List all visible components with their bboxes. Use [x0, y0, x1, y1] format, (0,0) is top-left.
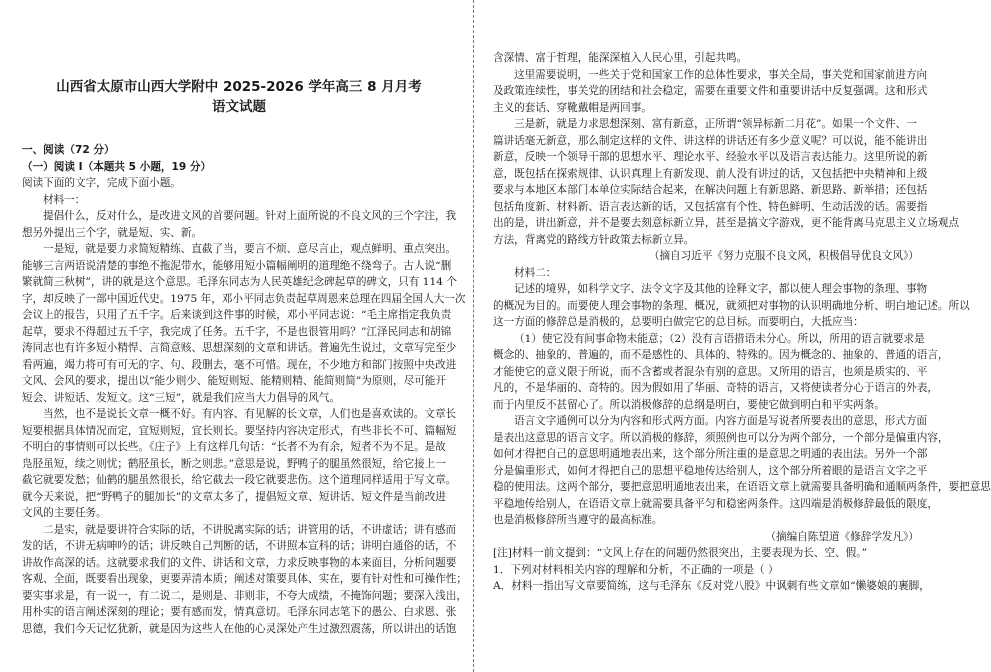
footnote: [注]材料一前文提到：“文风上存在的问题仍然很突出，主要表现为长、空、假。”	[493, 547, 867, 559]
column-divider	[473, 0, 474, 672]
text-line: 三是新，就是力求思想深刻、富有新意，正所谓“领异标新二月花”。如果一个文件、一	[514, 118, 917, 130]
material-label: 材料二：	[514, 266, 557, 279]
text-line: 是表出这意思的语言文字。所以消极的修辞，须照例也可以分为两个部分，一个部分是偏重内容，	[493, 431, 949, 444]
text-line: 平稳地传给别人，在语语文章上就需要具备平匀和稳密两条件。这四端是消极修辞最低的限度，	[493, 497, 938, 510]
text-line: 记述的境界，如科学文字、法令文字及其他的诠释文字，都以使人理会事物的条理、事物	[514, 283, 928, 295]
answer-option: A．材料一指出写文章要简练，这与毛泽东《反对党八股》中讽刺有些文章如“懒婆娘的裹脚，	[493, 580, 930, 592]
text-line: 而于内里反不甚留心了。所以消极修辞的总纲是明白，要使它做到明白和平实两条。	[493, 398, 885, 411]
instruction: 阅读下面的文字，完成下面小题。	[22, 177, 181, 189]
text-line: 不明白的事情则可以长些。《庄子》上有这样几句话：“长者不为有余，短者不为不足。是故	[22, 441, 446, 453]
text-line: 讲故作高深的话。这就要求我们的文件、讲话和文章，力求反映事物的本来面目，分析问题要	[22, 556, 457, 569]
text-line: 出的是，讲出新意，并不是要去刻意标新立异，甚至是搞文字游戏，更不能背离马克思主义立场观点	[493, 217, 960, 229]
text-line: 一是短，就是要力求简短精练、直截了当，要言不烦、意尽言止，观点鲜明、重点突出。	[43, 243, 457, 255]
text-line: 提倡什么，反对什么，是改进文风的首要问题。针对上面所说的不良文风的三个字注，我	[43, 210, 457, 222]
text-line: 文风的主要任务。	[22, 507, 107, 519]
text-line: （1）使它没有间事命物未能意；（2）没有言语措语未分心。所以，所用的语言就要求是	[514, 332, 925, 345]
text-line: 要实事求是，有一说一，有二说二，是则是、非则非，不夸大成绩，不掩饰问题；要深入浅出，	[22, 589, 467, 602]
text-line: 新意，反映一个领导干部的思想水平、理论水平、经验水平以及语言表达能力。这里所说的新	[493, 151, 928, 163]
material-one-continued	[493, 50, 960, 248]
source-citation: （摘自习近平《努力克服不良文风，积极倡导优良文风》）	[648, 250, 919, 262]
text-line: 语言文字通例可以分为内容和形式两方面。内容方面是写说者所要表出的意思，形式方面	[514, 415, 928, 427]
text-line: 这里需要说明，一些关于党和国家工作的总体性要求，事关全局，事关党和国家前进方向	[514, 68, 928, 81]
text-line: 篇讲话毫无新意，那么制定这样的文件、讲这样的讲话还有多少意义呢？可以说，能不能讲出	[493, 134, 928, 147]
text-line: 才能使它的意义限于所说，而不含蓄或者混杂有别的意思。又所用的语言，也须是质实的、平	[493, 365, 928, 378]
text-line: 凫胫虽短，续之则忧；鹤胫虽长，断之则悲。”意思是说，野鸭子的腿虽然很短，给它接上一	[22, 457, 446, 470]
text-line: 二是实，就是要讲符合实际的话，不讲脱离实际的话；讲管用的话，不讲虚话；讲有感而	[43, 523, 457, 536]
text-line: 意，既包括在探索规律、认识真理上有新发现、前人没有讲过的话，又包括把中央精神和上级	[493, 167, 928, 180]
text-line: 分是偏重形式，如何才得把自己的思想平稳地传达给别人，这个部分所着眼的是语言文字之平	[493, 464, 928, 477]
text-line: 用朴实的语言阐述深刻的理论；要有感而发，情真意切。毛泽东同志笔下的愚公、白求恩、张	[22, 606, 457, 618]
text-line: 要求与本地区本部门本单位实际结合起来，在解决问题上有新思路、新思路、新举措；还包括	[493, 184, 928, 196]
right-column	[493, 0, 991, 595]
material-one-text	[22, 208, 467, 637]
text-line: 看两遍，竭力将可有可无的字、句、段删去，毫不可惜。现在，不少地方和部门按照中央改进	[22, 358, 457, 371]
text-line: 字，却反映了一部中国近代史。1975 年，邓小平同志负责起草周恩来总理在四届全国人大一次	[22, 292, 466, 305]
text-line: 短要根据具体情况而定，宜短则短，宜长则长。要坚持内容决定形式，有些非长不可、篇幅短	[22, 424, 457, 437]
text-line: 客观、全面，既要看出现象，更要弄清本质；阐述对策要具体、实在，要有针对性和可操作性；	[22, 573, 467, 585]
text-line: 发的话，不讲无病呻吟的话；讲反映自己判断的话，不讲照本宣科的话；讲明白通俗的话，不	[22, 540, 457, 552]
text-line: 及政策连续性，事关党的团结和社会稳定，需要在重要文件和重要讲话中反复强调。这和形式	[493, 85, 928, 97]
text-line: 主义的套话、穿靴戴帽是两回事。	[493, 101, 652, 114]
exam-title: 山西省太原市山西大学附中 2025-2026 学年高三 8 月月考	[56, 79, 422, 95]
text-line: 包括角度新、材料新、语言表达新的话，又包括富有个性、特色鲜明、生动活泼的话。需要指	[493, 200, 928, 213]
text-line: 截它就要发愁；仙鹤的腿虽然很长，给它截去一段它就要悲伤。这个道理同样适用于写文章。	[22, 474, 457, 486]
text-line: 思德，我们今天记忆犹新，就是因为这些人在他的心灵深处产生过激烈震荡，所以讲出的话饱	[22, 622, 457, 635]
text-line: 含深情、富于哲理，能深深植入人民心里，引起共鸣。	[493, 52, 748, 64]
text-line: 想另外提出三个字，就是短、实、新。	[22, 226, 203, 239]
text-line: 凡的，不是华丽的、奇特的。因为假如用了华丽、奇特的语言，又将使读者分心于语言的外表，	[493, 382, 938, 394]
text-line: 的概况为目的。而要使人理会事物的条理、概况，就须把对事物的认识明确地分析、明白地记述。所以	[493, 299, 970, 312]
text-line: 稳的使用法。这两个部分，要把意思明通地表出来，在语语文章上就需要具备明确和通顺两条件，要把意思	[493, 481, 991, 493]
text-line: 能够三言两语说清楚的事绝不拖泥带水，能够用短小篇幅阐明的道理绝不绕弯子。古人说“删	[22, 259, 452, 272]
material-two-text	[493, 281, 991, 529]
text-line: 这一方面的修辞总是消极的，总要明白做完它的总目标。而要明白，大抵应当：	[493, 316, 864, 328]
text-line: 方法，背离党的路线方针政策去标新立异。	[493, 233, 695, 246]
text-line: 短会、讲短话、发短文。这“三短”，就是我们应当大力倡导的风气。	[22, 391, 341, 404]
subsection-heading: （一）阅读 I（本题共 5 小题，19 分）	[22, 160, 212, 173]
question-stem: 1．下列对材料相关内容的理解和分析，不正确的一项是（ ）	[493, 563, 779, 576]
text-line: 当然，也不是说长文章一概不好。有内容、有见解的长文章，人们也是喜欢读的。文章长	[43, 408, 457, 420]
text-line: 概念的、抽象的、普遍的，而不是感性的、具体的、特殊的。因为概念的、抽象的、普通的语言，	[493, 349, 949, 361]
source-citation: （摘编自陈望道《修辞学发凡》）	[765, 530, 919, 543]
text-line: 就今天来说，把“野鸭子的腿加长”的文章太多了，提倡短文章、短讲话、短文件是当前改进	[22, 490, 446, 503]
text-line: 涛同志也有许多短小精悍、言简意赅、思想深刻的文章和讲话。普遍先生说过，文章写完至少	[22, 342, 457, 354]
section-heading: 一、阅读（72 分）	[22, 144, 115, 156]
text-line: 文风、会风的要求，提出以“能少则少、能短则短、能精则精、能简则简”为原则，尽可能开	[22, 375, 446, 387]
exam-subtitle: 语文试题	[212, 99, 266, 115]
text-line: 如何才得把自己的意思明通地表出来，这个部分所注重的是意思之明通的表出法。另外一个部	[493, 448, 928, 460]
material-label: 材料一：	[43, 193, 86, 206]
text-line: 也是消极修辞所当遵守的最高标准。	[493, 514, 663, 526]
left-column	[22, 0, 467, 637]
text-line: 起草，要求不得超过五千字，我完成了任务。五千字，不是也很管用吗？”江泽民同志和胡锦	[22, 325, 452, 338]
text-line: 会议上的报告，只用了五千字。后来谈到这件事的时候，邓小平同志说：“毛主席指定我负责	[22, 309, 452, 321]
text-line: 繁就简三秋树”，讲的就是这个意思。毛泽东同志为人民英雄纪念碑起草的碑文，只有 114 个	[22, 276, 457, 288]
